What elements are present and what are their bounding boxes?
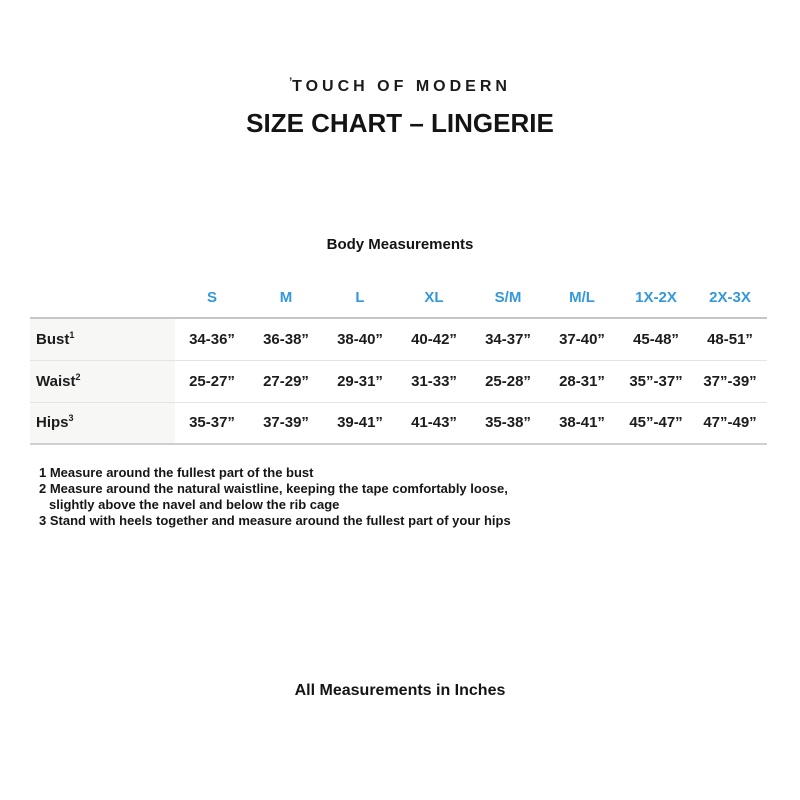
measurement-value: 29-31”	[323, 360, 397, 402]
measurement-value: 35-37”	[175, 402, 249, 444]
measurement-value: 39-41”	[323, 402, 397, 444]
measurement-footnotes	[39, 465, 511, 529]
size-column-header: XL	[424, 288, 444, 306]
measurement-value: 37-40”	[545, 318, 619, 360]
measurement-value: 34-37”	[471, 318, 545, 360]
measurement-value: 28-31”	[545, 360, 619, 402]
measurement-value: 45-48”	[619, 318, 693, 360]
measurement-value: 38-40”	[323, 318, 397, 360]
size-column-header: S	[206, 288, 217, 306]
measurement-row	[30, 360, 767, 402]
size-column-header: M	[279, 288, 293, 306]
measurement-value: 35”-37”	[619, 360, 693, 402]
measurement-value: 31-33”	[397, 360, 471, 402]
measurement-value: 37-39”	[249, 402, 323, 444]
footnote-ref: 3	[68, 413, 74, 424]
units-note: All Measurements in Inches	[294, 682, 506, 699]
body-measurements-heading: Body Measurements	[326, 236, 474, 253]
measurement-value: 25-27”	[175, 360, 249, 402]
measurement-value: 40-42”	[397, 318, 471, 360]
row-label: Hips$^3$	[30, 402, 175, 444]
size-header	[30, 277, 767, 318]
size-column-header: S/M	[494, 288, 522, 306]
measurement-value: 27-29”	[249, 360, 323, 402]
measurement-value: 34-36”	[175, 318, 249, 360]
brand-wordmark	[0, 76, 800, 96]
footnote-line: slightly above the navel and below the rib cage	[49, 497, 340, 512]
measurement-value: 37”-39”	[693, 360, 767, 402]
measurement-row	[30, 318, 767, 360]
measurement-rows	[30, 318, 767, 444]
footnote-line: 3 Stand with heels together and measure around the fullest part of your hips	[39, 513, 511, 528]
size-header-row	[30, 277, 767, 318]
measurement-value: 25-28”	[471, 360, 545, 402]
size-column-header: L	[355, 288, 365, 306]
measurement-value: 48-51”	[693, 318, 767, 360]
footnote-line: 2 Measure around the natural waistline, keeping the tape comfortably loose,	[39, 481, 508, 496]
footnote-line: 1 Measure around the fullest part of the bust	[39, 465, 314, 480]
size-column-header: 2X-3X	[709, 288, 751, 306]
measurement-value: 47”-49”	[693, 402, 767, 444]
size-chart-table	[30, 277, 767, 445]
measurement-value: 38-41”	[545, 402, 619, 444]
size-column-header: 1X-2X	[635, 288, 677, 306]
size-table-container	[30, 277, 767, 445]
size-column-header: M/L	[569, 288, 595, 306]
measurement-value: 45”-47”	[619, 402, 693, 444]
corner-cell	[30, 277, 175, 318]
measurement-value: 35-38”	[471, 402, 545, 444]
footnote-ref: 2	[75, 371, 81, 382]
page-title: SIZE CHART – LINGERIE	[246, 108, 554, 138]
measurement-value: 41-43”	[397, 402, 471, 444]
measurement-value: 36-38”	[249, 318, 323, 360]
measurement-row	[30, 402, 767, 444]
footnote-ref: 1	[69, 329, 75, 340]
row-label: Waist$^2$	[30, 360, 175, 402]
brand-tick-mark: ’	[289, 76, 294, 88]
row-label: Bust$^1$	[30, 318, 175, 360]
brand-name: TOUCH OF MODERN	[292, 78, 511, 95]
